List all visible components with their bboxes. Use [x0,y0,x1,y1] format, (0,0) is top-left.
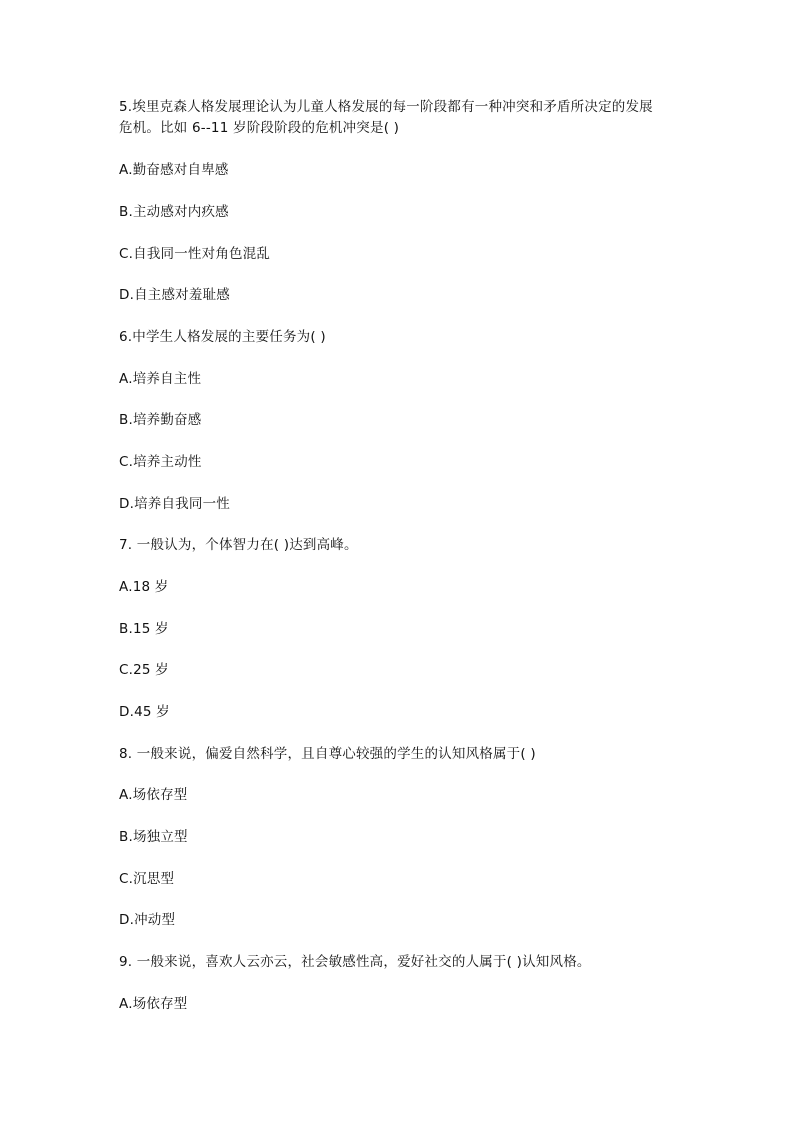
question-8-option-a: A.场依存型 [119,787,188,803]
question-7-option-c: C.25 岁 [119,662,169,678]
question-5-option-d: D.自主感对羞耻感 [119,287,230,303]
question-6-option-a: A.培养自主性 [119,371,202,387]
question-8-stem: 8. 一般来说，偏爱自然科学，且自尊心较强的学生的认知风格属于( ) [119,746,536,762]
question-5-option-b: B.主动感对内疚感 [119,204,229,220]
question-5-stem-line-2: 危机。比如 6--11 岁阶段阶段的危机冲突是( ) [119,120,400,136]
question-6-option-d: D.培养自我同一性 [119,496,230,512]
question-9-option-a: A.场依存型 [119,996,188,1012]
question-5-stem-line-1: 5.埃里克森人格发展理论认为儿童人格发展的每一阶段都有一种冲突和矛盾所决定的发展 [119,99,653,115]
question-9-stem: 9. 一般来说，喜欢人云亦云，社会敏感性高，爱好社交的人属于( )认知风格。 [119,954,591,970]
question-5-option-a: A.勤奋感对自卑感 [119,162,229,178]
question-7-option-a: A.18 岁 [119,579,169,595]
question-8-option-b: B.场独立型 [119,829,188,845]
question-8-option-d: D.冲动型 [119,912,176,928]
question-7-option-b: B.15 岁 [119,621,169,637]
question-8-option-c: C.沉思型 [119,871,175,887]
question-7-stem: 7. 一般认为，个体智力在( )达到高峰。 [119,537,358,553]
question-7-option-d: D.45 岁 [119,704,170,720]
question-6-option-c: C.培养主动性 [119,454,202,470]
question-6-option-b: B.培养勤奋感 [119,412,202,428]
question-6-stem: 6.中学生人格发展的主要任务为( ) [119,329,326,345]
question-5-option-c: C.自我同一性对角色混乱 [119,246,271,262]
